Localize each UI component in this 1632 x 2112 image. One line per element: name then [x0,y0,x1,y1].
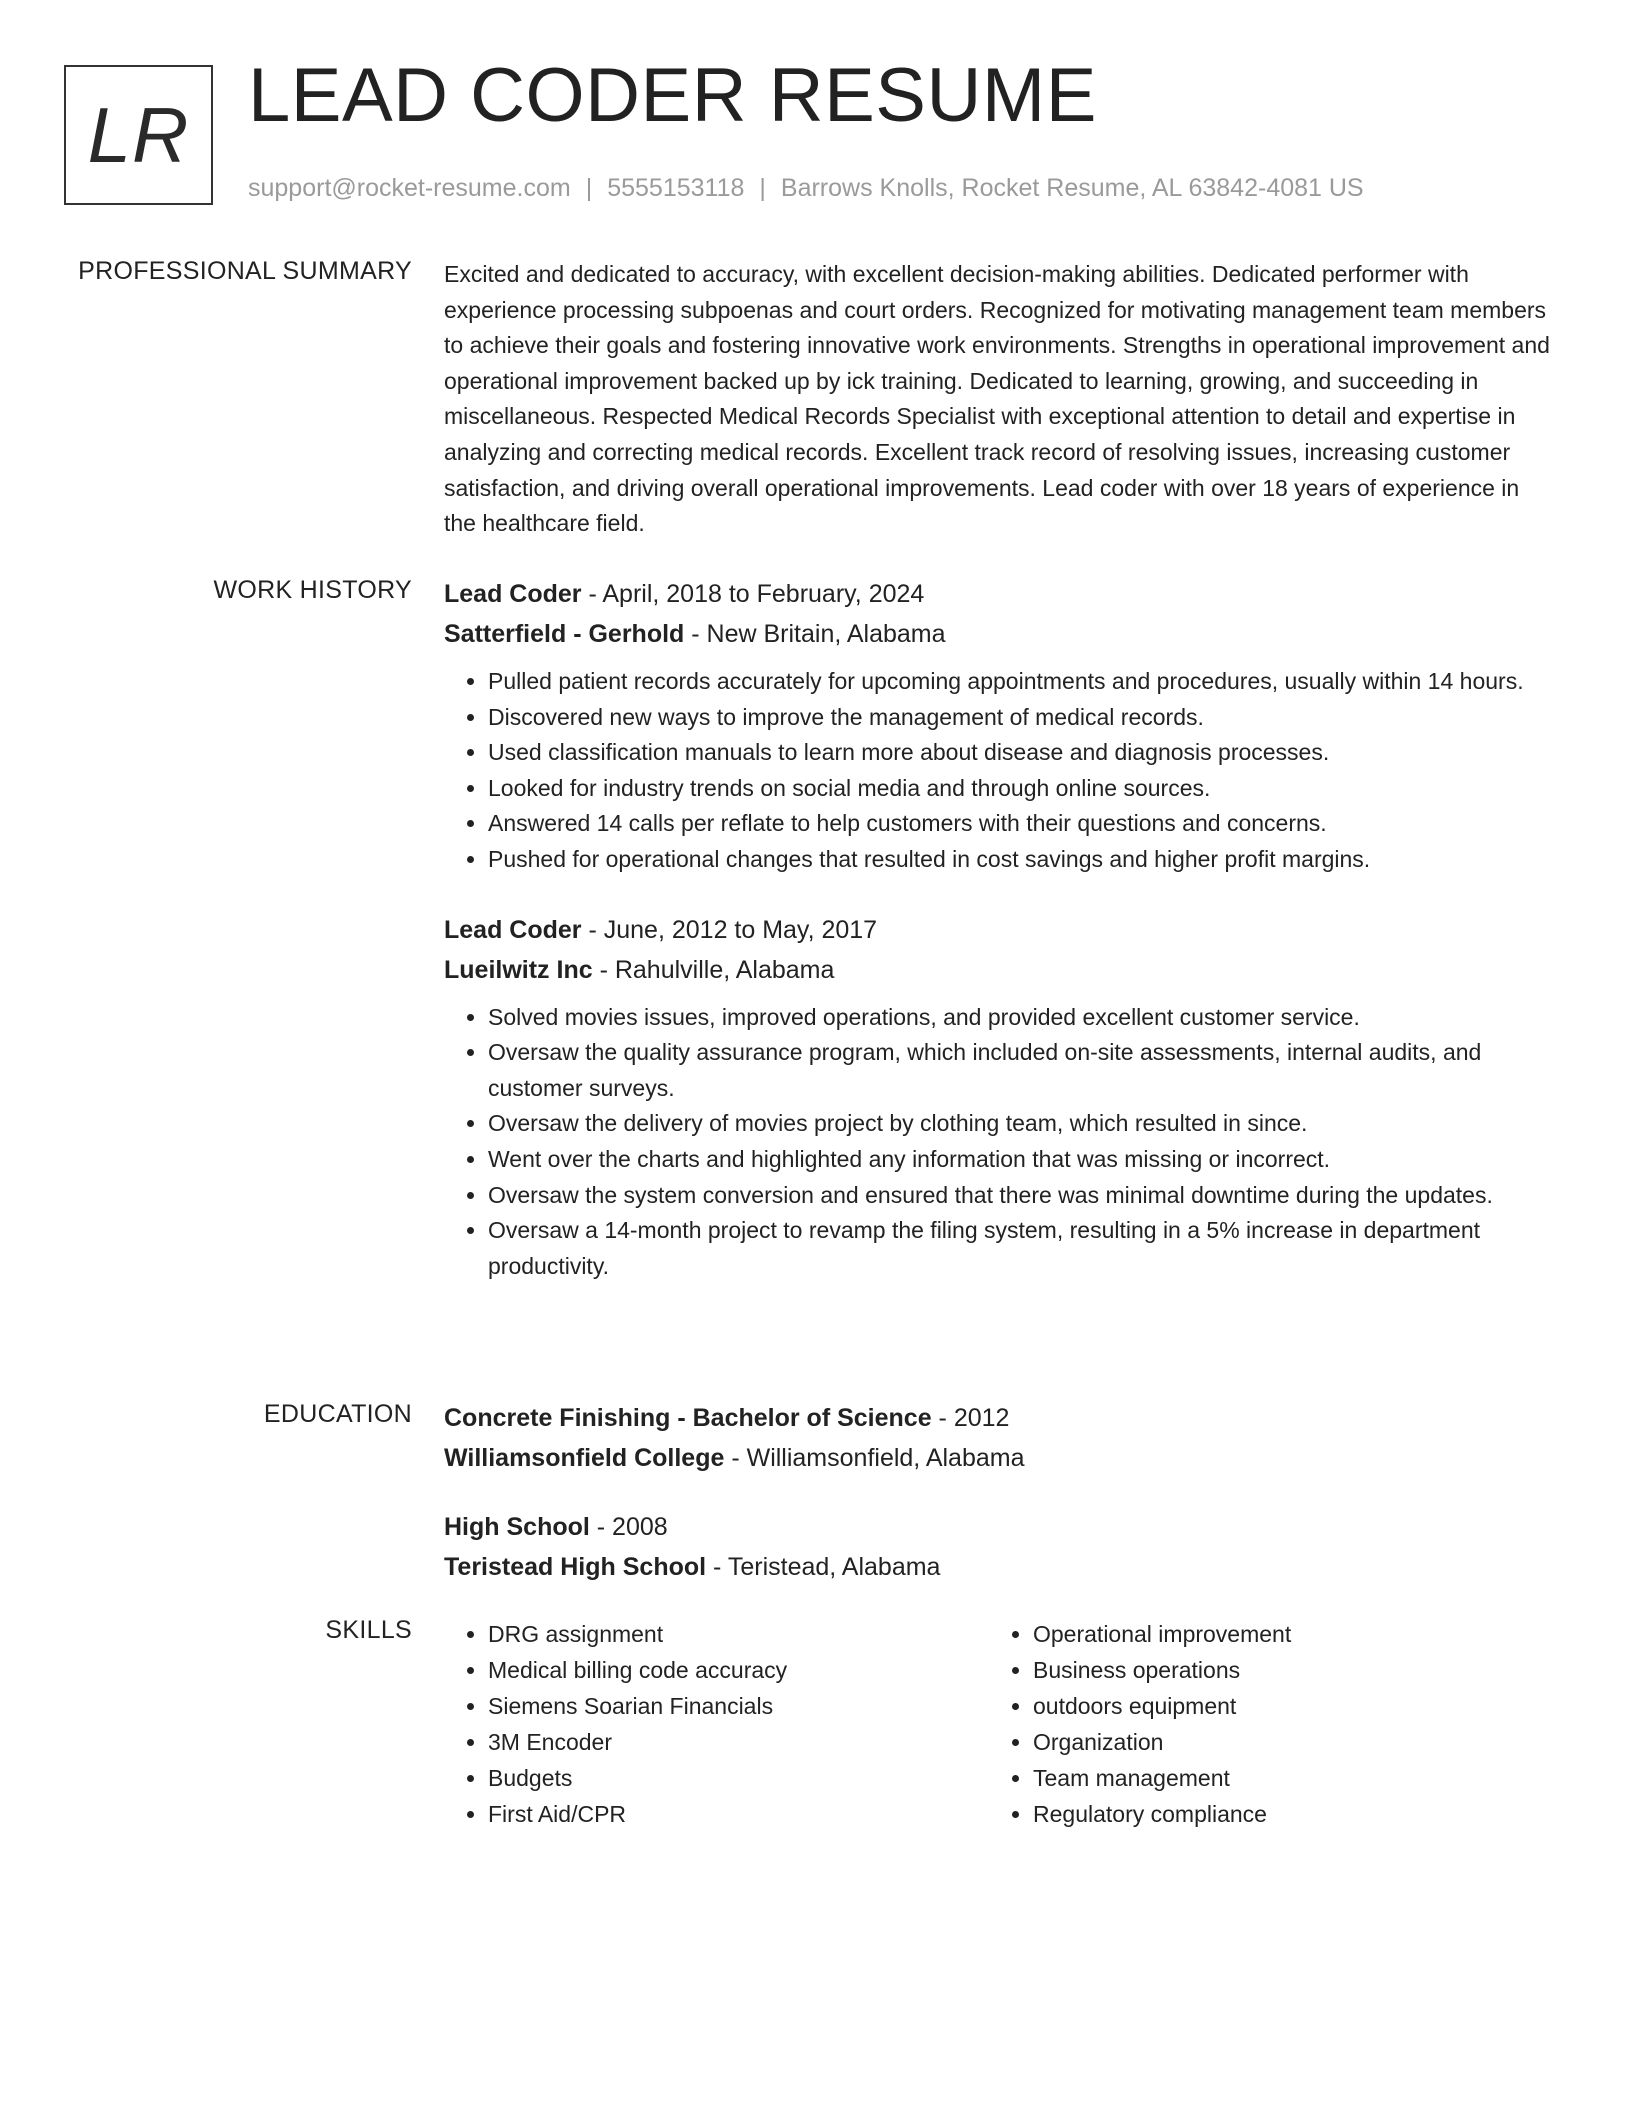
skill-item: • Team management [1033,1760,1509,1796]
job-entry [444,910,1554,1285]
job-bullets [444,1000,1554,1285]
job-location: - New Britain, Alabama [684,620,946,648]
job-entry [444,574,1554,878]
school-location: - Teristead, Alabama [706,1553,941,1581]
resume-title: LEAD CODER RESUME [248,53,1097,138]
skill-item: • Business operations [1033,1652,1509,1688]
skill-item: • Siemens Soarian Financials [488,1688,964,1724]
list-item: • Went over the charts and highlighted any information that was missing or incorrect. [488,1142,1554,1178]
contact-email: support@rocket-resume.com [248,174,571,202]
job-title: Lead Coder [444,915,582,944]
skill-item: • outdoors equipment [1033,1688,1509,1724]
skill-item: • Regulatory compliance [1033,1796,1509,1832]
job-company-line [444,950,1554,990]
list-item: • Oversaw the system conversion and ensured that there was minimal downtime during the updates. [488,1178,1554,1214]
skill-item: • Organization [1033,1724,1509,1760]
list-item: • Looked for industry trends on social media and through online sources. [488,771,1554,807]
contact-separator: | [759,174,766,202]
skill-item: • Budgets [488,1760,964,1796]
skills-column-left [444,1616,964,1832]
school-location: - Williamsonfield, Alabama [724,1444,1025,1472]
degree-line [444,1398,1554,1438]
degree-line [444,1507,1554,1547]
job-title-line [444,910,1554,950]
job-bullets [444,664,1554,878]
job-company: Lueilwitz Inc [444,955,593,984]
skills-list [989,1616,1509,1832]
job-dates: - April, 2018 to February, 2024 [581,580,925,608]
summary-text: Excited and dedicated to accuracy, with excellent decision-making abilities. Dedicated performer with experience processing subpoenas and court orders. Recognized for motivating management team members to achieve their goals and fostering innovative work environments. Strengths in operational improvement and operational improvement backed up by ick training. Dedicated to learning, growing, and succeeding in miscellaneous. Respected Medical Records Specialist with exceptional attention to detail and expertise in analyzing and correcting medical records. Excellent track record of resolving issues, increasing customer satisfaction, and driving overall operational improvements. Lead coder with over 18 years of experience in the healthcare field. [444,261,1550,537]
list-item: • Oversaw a 14-month project to revamp the filing system, resulting in a 5% increase in department productivity. [488,1213,1554,1284]
degree: Concrete Finishing - Bachelor of Science [444,1404,932,1432]
job-company-line [444,614,1554,654]
job-title-line [444,574,1554,614]
list-item: • Oversaw the quality assurance program, which included on-site assessments, internal audits, and customer surveys. [488,1035,1554,1106]
list-item: • Discovered new ways to improve the management of medical records. [488,700,1554,736]
job-location: - Rahulville, Alabama [592,955,835,984]
skills-list [444,1616,964,1832]
list-item: • Solved movies issues, improved operations, and provided excellent customer service. [488,1000,1554,1036]
skills-column-right [989,1616,1509,1832]
skill-item: • DRG assignment [488,1616,964,1652]
school: Williamsonfield College [444,1444,725,1472]
school: Teristead High School [444,1553,707,1581]
job-title: Lead Coder [444,580,582,608]
school-line [444,1438,1554,1478]
education-entry [444,1398,1554,1478]
list-item: • Oversaw the delivery of movies project by clothing team, which resulted in since. [488,1106,1554,1142]
degree: High School [444,1513,590,1541]
list-item: • Used classification manuals to learn more about disease and diagnosis processes. [488,735,1554,771]
skill-item: • 3M Encoder [488,1724,964,1760]
monogram-badge: LR [64,65,213,205]
skill-item: • First Aid/CPR [488,1796,964,1832]
contact-separator: | [585,174,593,202]
list-item: • Pulled patient records accurately for upcoming appointments and procedures, usually within 14 hours. [488,664,1554,700]
section-heading-skills: SKILLS [325,1616,412,1644]
job-dates: - June, 2012 to May, 2017 [581,915,878,944]
section-heading-work: WORK HISTORY [213,576,412,604]
degree-year: - 2008 [589,1513,668,1541]
school-line [444,1547,1554,1587]
list-item: • Pushed for operational changes that resulted in cost savings and higher profit margins. [488,842,1554,878]
list-item: • Answered 14 calls per reflate to help customers with their questions and concerns. [488,806,1554,842]
job-company: Satterfield - Gerhold [444,620,685,648]
section-heading-summary: PROFESSIONAL SUMMARY [78,257,412,285]
contact-phone: 5555153118 [607,174,745,202]
contact-address: Barrows Knolls, Rocket Resume, AL 63842-4081 US [780,174,1364,202]
degree-year: - 2012 [931,1404,1010,1432]
skill-item: • Operational improvement [1033,1616,1509,1652]
skill-item: • Medical billing code accuracy [488,1652,964,1688]
education-entry [444,1507,1554,1587]
section-heading-education: EDUCATION [263,1400,412,1428]
contact-line [248,174,1364,203]
